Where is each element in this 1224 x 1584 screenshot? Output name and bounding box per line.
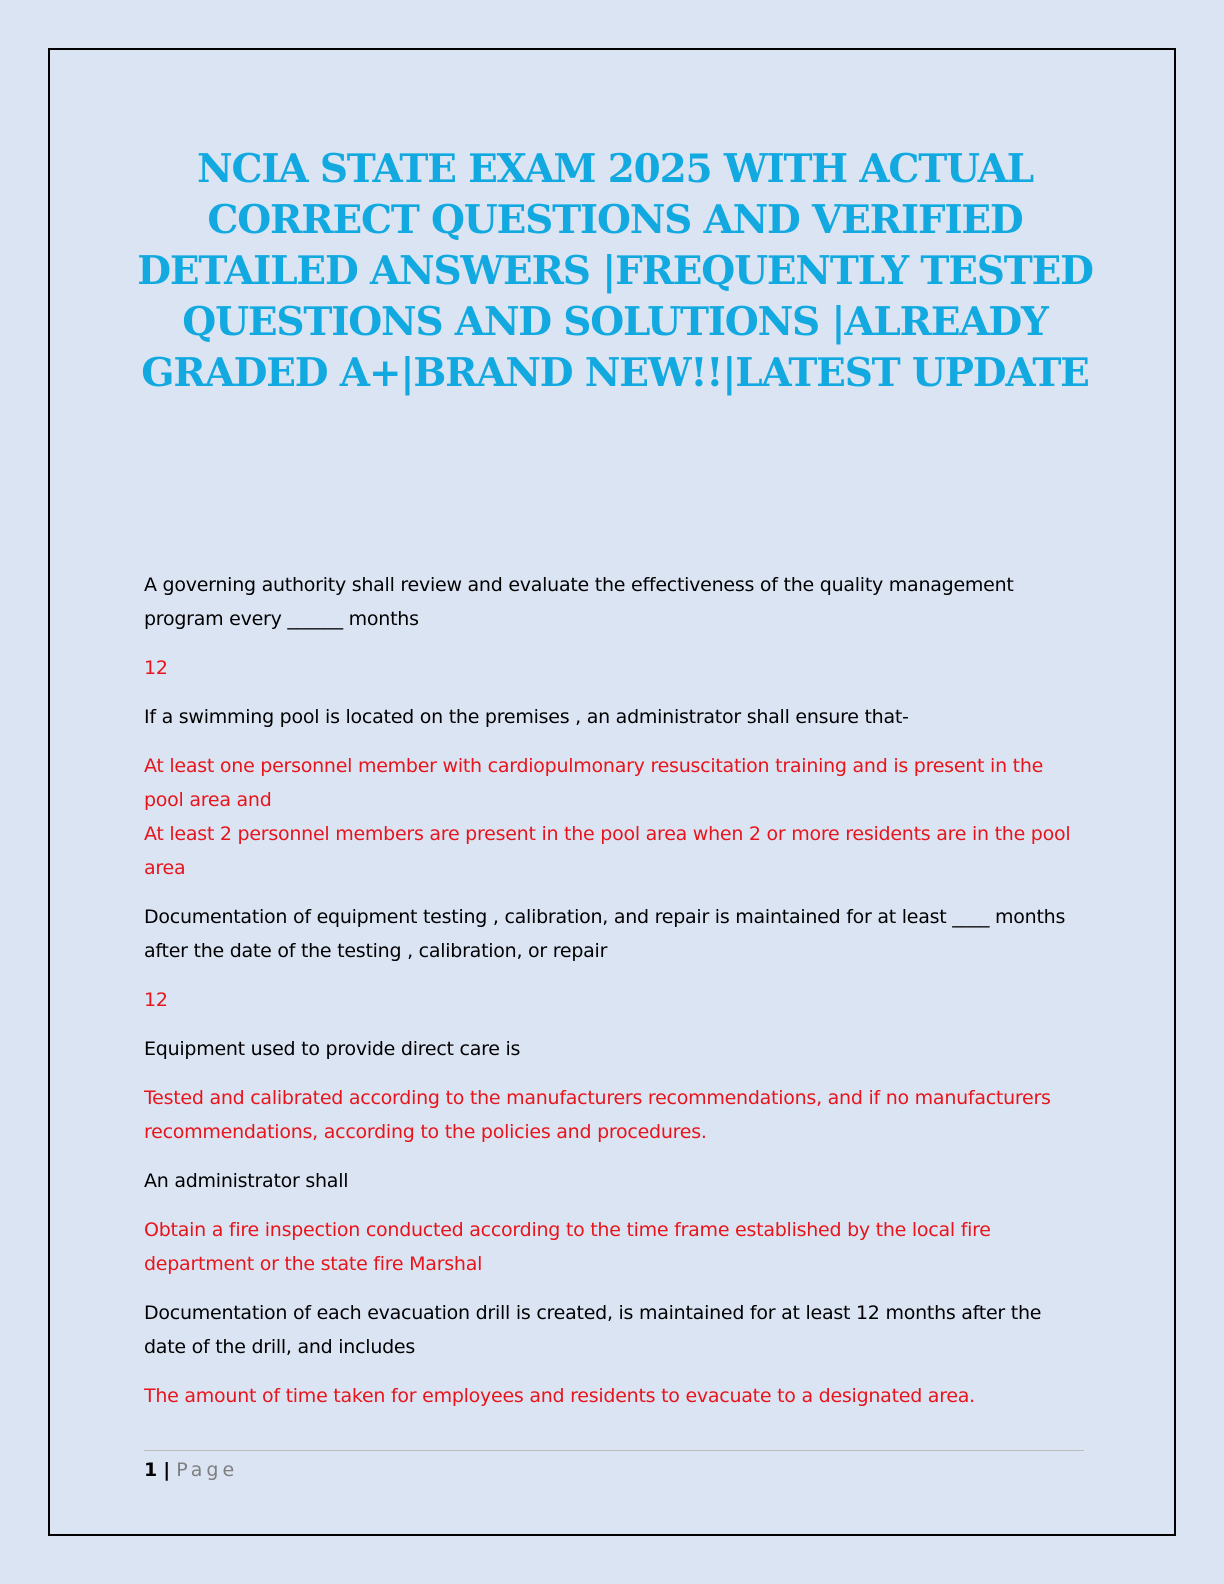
question-4: Equipment used to provide direct care is [144,1038,521,1060]
question-3: Documentation of equipment testing , calibration, and repair is maintained for at least ____ months after the date of the testing , calibration, or repair [144,906,1066,962]
page-footer [144,1457,238,1483]
document-title: NCIA STATE EXAM 2025 WITH ACTUAL CORRECT QUESTIONS AND VERIFIED DETAILED ANSWERS |FREQUENTLY TESTED QUESTIONS AND SOLUTIONS |ALREADY GRADED A+|BRAND NEW!!|LATEST UPDATE [137,146,1093,396]
qa-content [144,568,1084,1428]
answer-3: 12 [144,989,168,1011]
question-1: A governing authority shall review and evaluate the effectiveness of the quality management program every ______ months [144,574,1014,630]
answer-2-line-1: At least one personnel member with cardiopulmonary resuscitation training and is present in the pool area and [144,755,1044,811]
answer-1: 12 [144,657,168,679]
answer-6: The amount of time taken for employees and residents to evacuate to a designated area. [144,1385,975,1407]
question-6: Documentation of each evacuation drill is created, is maintained for at least 12 months after the date of the drill, and includes [144,1302,1042,1358]
footer-separator: | [163,1459,171,1481]
answer-5: Obtain a fire inspection conducted according to the time frame established by the local fire department or the state fire Marshal [144,1219,991,1275]
page-number: 1 [144,1459,158,1481]
answer-2-line-2: At least 2 personnel members are present in the pool area when 2 or more residents are in the pool area [144,823,1071,879]
question-5: An administrator shall [144,1170,349,1192]
page-label: Page [176,1459,239,1481]
answer-4: Tested and calibrated according to the manufacturers recommendations, and if no manufacturers recommendations, according to the policies and procedures. [144,1087,1051,1143]
answer-2 [144,749,1084,885]
question-2: If a swimming pool is located on the premises , an administrator shall ensure that- [144,706,909,728]
footer-divider [144,1450,1084,1451]
